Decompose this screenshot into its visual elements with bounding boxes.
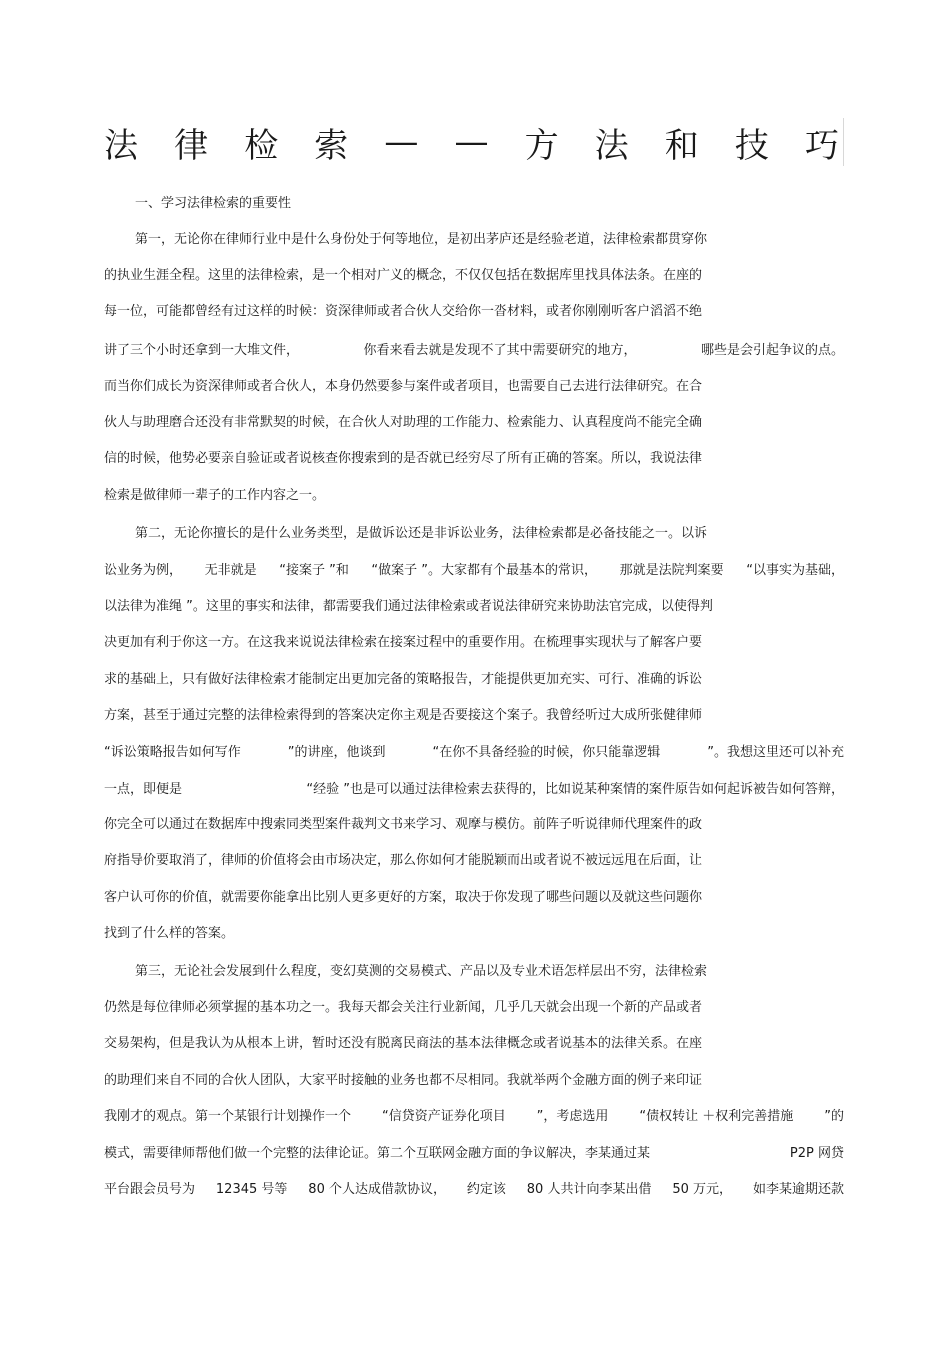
text-segment: 50 万元， bbox=[672, 1182, 733, 1197]
text-line: 找到了什么样的答案。 bbox=[104, 926, 235, 941]
text-segment: “诉讼策略报告如何写作 bbox=[104, 745, 241, 760]
text-segment: “信贷资产证券化项目 bbox=[381, 1109, 506, 1124]
title-char: 技 bbox=[734, 125, 769, 166]
title-char: 法 bbox=[104, 125, 138, 166]
text-line: 决更加有利于你这一方。在这我来说说法律检索在接案过程中的重要作用。在梳理事实现状与了解客户要 bbox=[104, 635, 703, 650]
text-segment: ”，考虑选用 bbox=[536, 1109, 609, 1124]
title-char: 索 bbox=[314, 125, 349, 166]
text-segment: 讼业务为例， bbox=[104, 563, 183, 578]
text-segment: “接案子 ”和 bbox=[279, 563, 349, 578]
text-line: 的执业生涯全程。这里的法律检索，是一个相对广义的概念，不仅仅包括在数据库里找具体法条。在座的 bbox=[104, 268, 703, 283]
text-line: 求的基础上，只有做好法律检索才能制定出更加完备的策略报告，才能提供更加充实、可行、准确的诉讼 bbox=[104, 672, 703, 687]
title-char: 法 bbox=[594, 125, 629, 166]
text-line: 而当你们成长为资深律师或者合伙人，本身仍然要参与案件或者项目，也需要自己去进行法律研究。在合 bbox=[104, 379, 703, 394]
title-char: 方 bbox=[524, 125, 559, 166]
title-char: — bbox=[384, 122, 419, 162]
text-segment: “以事实为基础， bbox=[746, 563, 844, 578]
text-line bbox=[104, 780, 844, 800]
title-char: 律 bbox=[174, 125, 209, 166]
text-segment: “债权转让 ＋权利完善措施 bbox=[639, 1109, 794, 1124]
text-segment: 80 个人达成借款协议， bbox=[308, 1182, 446, 1197]
text-line: 交易架构，但是我认为从根本上讲，暂时还没有脱离民商法的基本法律概念或者说基本的法律关系。在座 bbox=[104, 1036, 703, 1051]
title-char: 巧 bbox=[804, 125, 839, 166]
text-segment: 12345 号等 bbox=[215, 1182, 288, 1197]
text-line: 第三，无论社会发展到什么程度，变幻莫测的交易模式、产品以及专业术语怎样层出不穷，法律检索 bbox=[135, 964, 708, 979]
text-line: 府指导价要取消了，律师的价值将会由市场决定，那么你如何才能脱颖而出或者说不被远远甩在后面，让 bbox=[104, 853, 703, 868]
text-line: 每一位，可能都曾经有过这样的时候：资深律师或者合伙人交给你一沓材料，或者你刚刚听客户滔滔不绝 bbox=[104, 304, 703, 319]
text-line: 客户认可你的价值，就需要你能拿出比别人更多更好的方案，取决于你发现了哪些问题以及就这些问题你 bbox=[104, 890, 703, 905]
text-line: 你完全可以通过在数据库中搜索同类型案件裁判文书来学习、观摩与模仿。前阵子听说律师代理案件的政 bbox=[104, 817, 703, 832]
text-line bbox=[104, 1107, 844, 1127]
text-segment: 那就是法院判案要 bbox=[619, 563, 724, 578]
text-line bbox=[104, 1144, 844, 1164]
title-char: 检 bbox=[244, 125, 279, 166]
text-segment: 平台跟会员号为 bbox=[104, 1182, 196, 1197]
text-line: 信的时候，他势必要亲自验证或者说核查你搜索到的是否就已经穷尽了所有正确的答案。所以，我说法律 bbox=[104, 451, 703, 466]
text-segment: ”的 bbox=[824, 1109, 844, 1124]
text-line bbox=[104, 561, 844, 581]
text-line bbox=[104, 743, 844, 763]
text-segment: 约定该 bbox=[466, 1182, 506, 1197]
text-segment: 如李某逾期还款 bbox=[752, 1182, 844, 1197]
text-segment: 你看来看去就是发现不了其中需要研究的地方， bbox=[363, 343, 637, 358]
text-segment: “做案子 ”。大家都有个最基本的常识， bbox=[371, 563, 598, 578]
text-segment: ”。我想这里还可以补充 bbox=[707, 745, 844, 760]
text-line: 仍然是每位律师必须掌握的基本功之一。我每天都会关注行业新闻，几乎几天就会出现一个新的产品或者 bbox=[104, 1000, 703, 1015]
text-segment: P2P 网贷 bbox=[789, 1146, 844, 1161]
text-line: 的助理们来自不同的合伙人团队，大家平时接触的业务也都不尽相同。我就举两个金融方面的例子来印证 bbox=[104, 1073, 703, 1088]
text-segment: 讲了三个小时还拿到一大堆文件， bbox=[104, 343, 300, 358]
text-segment: 我刚才的观点。第一个某银行计划操作一个 bbox=[104, 1109, 352, 1124]
text-line bbox=[104, 1180, 844, 1200]
text-line: 方案，甚至于通过完整的法律检索得到的答案决定你主观是否要接这个案子。我曾经听过大成所张健律师 bbox=[104, 708, 703, 723]
text-segment: “在你不具备经验的时候，你只能靠逻辑 bbox=[432, 745, 661, 760]
title-char: 和 bbox=[664, 125, 699, 166]
text-segment: 无非就是 bbox=[204, 563, 257, 578]
text-line: 第一，无论你在律师行业中是什么身份处于何等地位，是初出茅庐还是经验老道，法律检索都贯穿你 bbox=[135, 232, 708, 247]
text-line: 第二，无论你擅长的是什么业务类型，是做诉讼还是非诉讼业务，法律检索都是必备技能之一。以诉 bbox=[135, 526, 708, 541]
document-title bbox=[104, 118, 844, 166]
title-char: — bbox=[454, 122, 489, 162]
text-segment: 哪些是会引起争议的点。 bbox=[700, 343, 844, 358]
text-segment: 80 人共计向李某出借 bbox=[526, 1182, 652, 1197]
text-line bbox=[104, 341, 844, 361]
text-segment: 模式，需要律师帮他们做一个完整的法律论证。第二个互联网金融方面的争议解决，李某通过某 bbox=[104, 1146, 651, 1161]
text-segment: 一点，即便是 bbox=[104, 782, 183, 797]
text-segment: ”的讲座，他谈到 bbox=[287, 745, 386, 760]
text-segment: “经验 ”也是可以通过法律检索去获得的，比如说某种案情的案件原告如何起诉被告如何答辩， bbox=[306, 782, 844, 797]
text-line: 一、学习法律检索的重要性 bbox=[135, 196, 292, 211]
text-line: 以法律为准绳 ”。这里的事实和法律，都需要我们通过法律检索或者说法律研究来协助法官完成，以使得判 bbox=[104, 599, 713, 614]
text-line: 检索是做律师一辈子的工作内容之一。 bbox=[104, 488, 326, 503]
text-line: 伙人与助理磨合还没有非常默契的时候，在合伙人对助理的工作能力、检索能力、认真程度尚不能完全确 bbox=[104, 415, 703, 430]
